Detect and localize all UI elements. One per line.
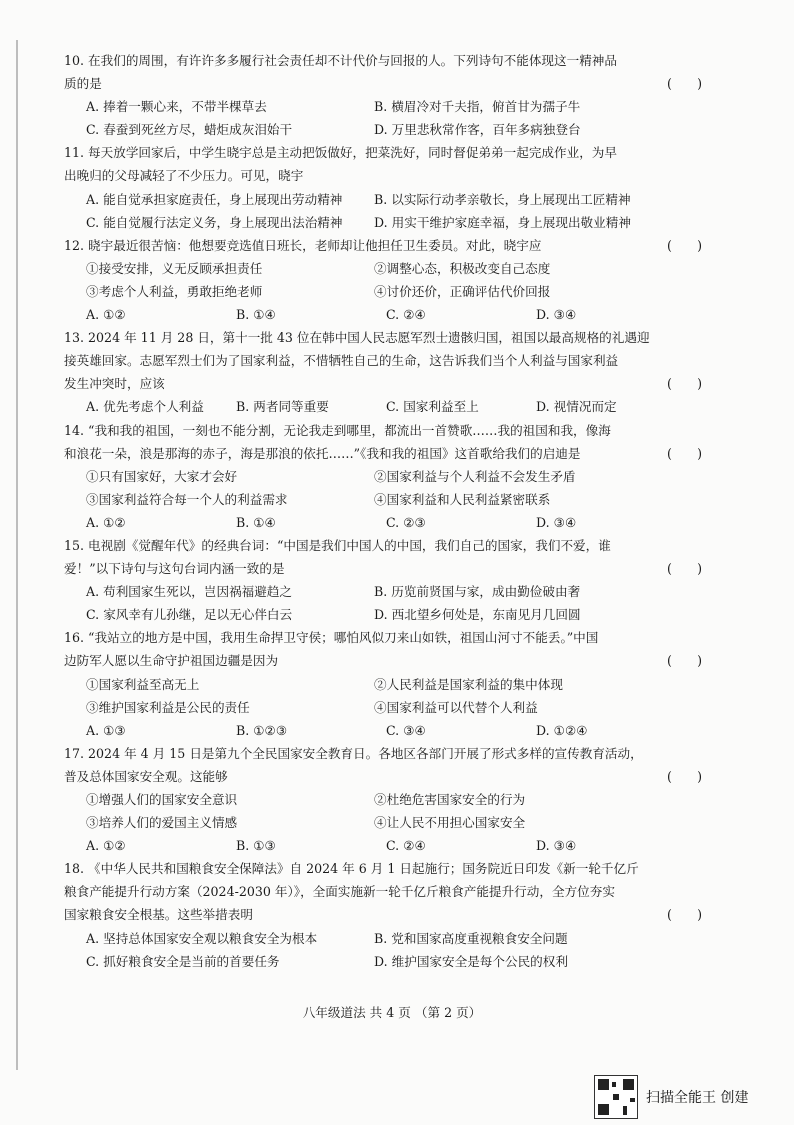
scanner-watermark [594,1075,748,1119]
choice-d: D. ③④ [536,307,577,323]
question-text-line: 爱！”以下诗句与这句台词内涵一致的是 [64,561,285,577]
option-c: C. 能自觉履行法定义务，身上展现出法治精神 [86,214,343,230]
answer-paren: ( ) [666,907,702,923]
question-text-line: 17. 2024 年 4 月 15 日是第九个全民国家安全教育日。各地区各部门开展了形式多样的宣传教育活动， [64,745,643,761]
option-a: A. 能自觉承担家庭责任，身上展现出劳动精神 [86,191,343,207]
statement-4: ④国家利益可以代替个人利益 [374,699,538,715]
question-text-line: 出晚归的父母减轻了不少压力。可见，晓宇 [64,168,304,184]
question-text-line: 15. 电视剧《觉醒年代》的经典台词：“中国是我们中国人的中国，我们自己的国家，我们不爱，谁 [64,537,611,553]
statement-4: ④国家利益和人民利益紧密联系 [374,491,551,507]
choice-d: D. ①②④ [536,722,588,738]
statement-1: ①国家利益至高无上 [86,676,200,692]
option-b: B. 横眉冷对千夫指，俯首甘为孺子牛 [374,99,581,115]
choice-a: A. ①② [86,307,126,323]
answer-paren: ( ) [666,561,702,577]
statement-2: ②调整心态，积极改变自己态度 [374,260,551,276]
option-d: D. 维护国家安全是每个公民的权利 [374,953,568,969]
question-10 [64,49,710,141]
statement-1: ①只有国家好，大家才会好 [86,468,238,484]
option-d: D. 万里悲秋常作客，百年多病独登台 [374,122,581,138]
question-text-line: 普及总体国家安全观。这能够 [64,768,228,784]
statement-3: ③考虑个人利益，勇敢拒绝老师 [86,283,263,299]
question-text-line: 18. 《中华人民共和国粮食安全保障法》自 2024 年 6 月 1 日起施行；国务院近日印发《新一轮千亿斤 [64,861,639,877]
answer-paren: ( ) [666,653,702,669]
question-text-line: 11. 每天放学回家后，中学生晓宇总是主动把饭做好，把菜洗好，同时督促弟弟一起完成作业，为早 [64,145,617,161]
choice-b: B. ①④ [236,514,276,530]
option-b: B. 历览前贤国与家，成由勤俭破由奢 [374,584,581,600]
question-list [64,49,710,973]
question-text-line: 质的是 [64,76,102,92]
statement-4: ④讨价还价，正确评估代价回报 [374,283,551,299]
question-text-line: 13. 2024 年 11 月 28 日，第十一批 43 位在韩中国人民志愿军烈士遗骸归国，祖国以最高规格的礼遇迎 [64,330,650,346]
answer-paren: ( ) [666,376,702,392]
choice-a: A. 优先考虑个人利益 [86,399,204,415]
statement-1: ①接受安排，义无反顾承担责任 [86,260,263,276]
option-a: A. 捧着一颗心来，不带半棵草去 [86,99,267,115]
choice-a: A. ①② [86,838,126,854]
option-b: B. 以实际行动孝亲敬长，身上展现出工匠精神 [374,191,631,207]
question-text-line: 边防军人愿以生命守护祖国边疆是因为 [64,653,279,669]
choice-b: B. ①④ [236,307,276,323]
question-text-line: 发生冲突时，应该 [64,376,165,392]
choice-c: C. 国家利益至上 [386,399,479,415]
question-text-line: 和浪花一朵，浪是那海的赤子，海是那浪的依托……”《我和我的祖国》这首歌给我们的启迪是 [64,445,581,461]
statement-2: ②人民利益是国家利益的集中体现 [374,676,563,692]
choice-c: C. ②④ [386,307,426,323]
choice-c: C. ②③ [386,514,426,530]
question-text-line: 12. 晓宇最近很苦恼：他想要竞选值日班长，老师却让他担任卫生委员。对此，晓宇应 [64,237,542,253]
question-18 [64,857,710,972]
choice-d: D. 视情况而定 [536,399,617,415]
choice-b: B. ①②③ [236,722,288,738]
answer-paren: ( ) [666,445,702,461]
choice-d: D. ③④ [536,838,577,854]
answer-paren: ( ) [666,76,702,92]
page-number: 八年级道法 共 4 页 （第 2 页） [302,1005,482,1020]
page-footer [0,1002,794,1021]
question-text-line: 10. 在我们的周围，有许许多多履行社会责任却不计代价与回报的人。下列诗句不能体现这一精神品 [64,53,617,68]
qr-code-icon [594,1075,638,1119]
statement-2: ②杜绝危害国家安全的行为 [374,792,526,807]
watermark-text: 扫描全能王 创建 [646,1090,749,1106]
statement-3: ③维护国家利益是公民的责任 [86,699,250,715]
question-15 [64,534,710,626]
option-c: C. 抓好粮食安全是当前的首要任务 [86,953,280,969]
statement-1: ①增强人们的国家安全意识 [86,792,238,807]
choice-c: C. ③④ [386,722,426,738]
option-b: B. 党和国家高度重视粮食安全问题 [374,930,568,946]
statement-3: ③培养人们的爱国主义情感 [86,815,238,831]
question-12 [64,234,710,326]
option-d: D. 用实干维护家庭幸福，身上展现出敬业精神 [374,214,631,230]
option-a: A. 坚持总体国家安全观以粮食安全为根本 [86,930,318,946]
question-13 [64,326,710,418]
statement-4: ④让人民不用担心国家安全 [374,815,526,831]
choice-b: B. ①③ [236,838,276,854]
choice-d: D. ③④ [536,514,577,530]
binding-line [16,40,18,1070]
question-text-line: 粮食产能提升行动方案（2024-2030 年）》，全面实施新一轮千亿斤粮食产能提升行动，全方位夯实 [64,884,615,900]
question-11 [64,141,710,233]
choice-b: B. 两者同等重要 [236,399,329,415]
option-d: D. 西北望乡何处是，东南见月几回圆 [374,607,581,623]
question-16 [64,626,710,741]
choice-a: A. ①③ [86,722,126,738]
question-text-line: 14. “我和我的祖国，一刻也不能分割，无论我走到哪里，都流出一首赞歌……我的祖国和我，像海 [64,422,611,438]
answer-paren: ( ) [666,237,702,253]
choice-c: C. ②④ [386,838,426,854]
statement-2: ②国家利益与个人利益不会发生矛盾 [374,468,576,484]
option-c: C. 家风幸有儿孙继，足以无心伴白云 [86,607,293,623]
statement-3: ③国家利益符合每一个人的利益需求 [86,491,288,507]
question-text-line: 接英雄回家。志愿军烈士们为了国家利益，不惜牺牲自己的生命，这告诉我们当个人利益与国家利益 [64,353,619,369]
choice-a: A. ①② [86,514,126,530]
answer-paren: ( ) [666,768,702,784]
question-text-line: 16. “我站立的地方是中国，我用生命捍卫守侯；哪怕风似刀来山如铁，祖国山河寸不能丢。”中国 [64,630,599,646]
option-a: A. 苟利国家生死以，岂因祸福避趋之 [86,584,293,600]
option-c: C. 春蚕到死丝方尽，蜡炬成灰泪始干 [86,122,293,138]
question-text-line: 国家粮食安全根基。这些举措表明 [64,907,253,923]
question-14 [64,419,710,534]
question-17 [64,742,710,857]
